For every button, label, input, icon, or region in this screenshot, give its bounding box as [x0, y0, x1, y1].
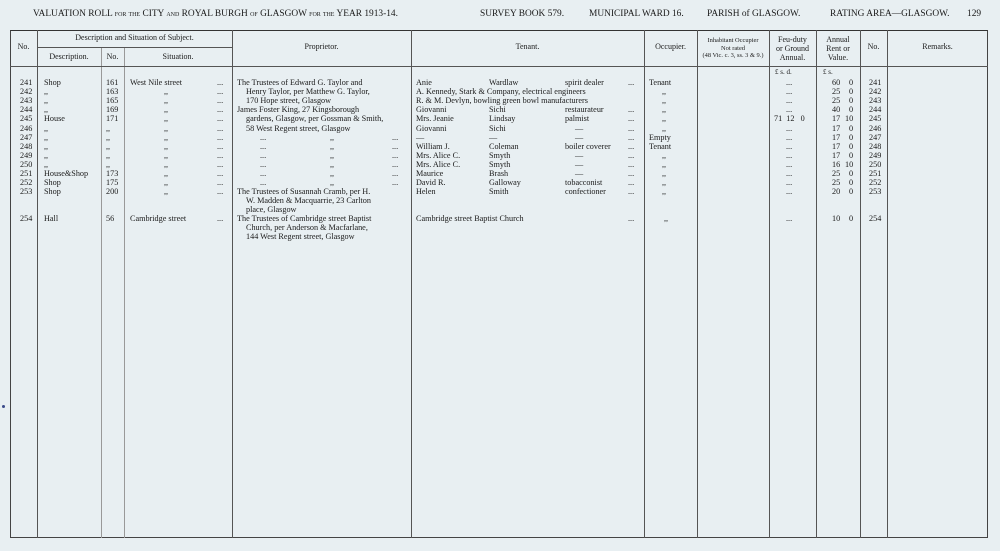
row-tenant-last: Wardlaw [489, 78, 519, 87]
col-header-no: No. [17, 42, 30, 51]
row-street-number: ,, [106, 142, 111, 151]
row-rent-shillings: 0 [849, 169, 854, 178]
margin-mark [2, 405, 5, 408]
row-proprietor-ditto: ... [392, 151, 399, 160]
row-proprietor-ditto: ... [392, 142, 399, 151]
row-number-right: 254 [869, 214, 882, 223]
col-header-description: Description. [49, 52, 89, 61]
row-street-number: ,, [106, 133, 111, 142]
row-rent-pounds: 17 [832, 142, 841, 151]
row-proprietor: gardens, Glasgow, per Gossman & Smith, [246, 114, 384, 123]
col-header-num: No. [106, 52, 119, 61]
row-tenant-dots: ... [628, 124, 635, 133]
row-description: ,, [44, 87, 49, 96]
col-divider [644, 30, 645, 538]
row-rent-shillings: 0 [849, 187, 854, 196]
col-header-no2: No. [867, 42, 880, 51]
row-number-right: 241 [869, 78, 882, 87]
row-description: Shop [44, 78, 61, 87]
row-street-number: 173 [106, 169, 119, 178]
row-situation: ,, [164, 96, 169, 105]
col-divider [816, 30, 817, 538]
page-header [0, 9, 1000, 23]
row-situation-dots: ... [217, 214, 224, 223]
row-tenant-occupation: palmist [565, 114, 590, 123]
row-street-number: 175 [106, 178, 119, 187]
row-tenant-dots: ... [628, 160, 635, 169]
row-occupier: ,, [662, 151, 667, 160]
row-feu: ... [786, 96, 793, 105]
row-street-number: ,, [106, 160, 111, 169]
row-proprietor-ditto: ,, [330, 178, 335, 187]
row-street-number: 163 [106, 87, 119, 96]
row-situation-dots: ... [217, 105, 224, 114]
row-tenant-first: Helen [416, 187, 436, 196]
row-tenant-last: Coleman [489, 142, 519, 151]
row-tenant-last: — [489, 133, 498, 142]
row-rent-shillings: 0 [849, 124, 854, 133]
row-number-right: 243 [869, 96, 882, 105]
row-rent-shillings: 0 [849, 142, 854, 151]
row-tenant-dots: ... [628, 78, 635, 87]
parish: PARISH of GLASGOW. [707, 9, 801, 19]
col-divider [232, 30, 233, 538]
row-number: 246 [20, 124, 33, 133]
row-tenant-last: Smyth [489, 160, 511, 169]
row-number-right: 251 [869, 169, 882, 178]
row-situation: ,, [164, 124, 169, 133]
row-feu: 71 12 0 [774, 114, 805, 123]
row-tenant-first: Giovanni [416, 124, 447, 133]
row-situation: ,, [164, 187, 169, 196]
row-rent-shillings: 0 [849, 151, 854, 160]
municipal-ward: MUNICIPAL WARD 16. [589, 9, 684, 19]
row-tenant-occupation: tobacconist [565, 178, 603, 187]
col-divider [860, 30, 861, 538]
col-header-remarks: Remarks. [922, 42, 953, 51]
row-tenant-first: Giovanni [416, 105, 447, 114]
col-header-occupier: Occupier. [655, 42, 686, 51]
row-tenant-occupation: boiler coverer [565, 142, 611, 151]
row-number: 245 [20, 114, 33, 123]
row-number-right: 246 [869, 124, 882, 133]
row-rent-shillings: 10 [845, 114, 854, 123]
row-occupier: ,, [662, 178, 667, 187]
row-tenant-last: Smyth [489, 151, 511, 160]
row-tenant-occupation: restaurateur [565, 105, 604, 114]
row-rent-shillings: 0 [849, 87, 854, 96]
col-divider [101, 47, 102, 538]
row-proprietor: 58 West Regent street, Glasgow [246, 124, 351, 133]
row-proprietor-ditto: ,, [330, 169, 335, 178]
row-tenant: A. Kennedy, Stark & Company, electrical engineers [416, 87, 586, 96]
row-proprietor-ditto: ... [260, 142, 267, 151]
col-divider [124, 47, 125, 538]
row-number-right: 248 [869, 142, 882, 151]
row-description: ,, [44, 133, 49, 142]
row-tenant-first: Anie [416, 78, 432, 87]
row-description: ,, [44, 96, 49, 105]
row-situation-dots: ... [217, 78, 224, 87]
row-number: 243 [20, 96, 33, 105]
row-number: 249 [20, 151, 33, 160]
row-number-right: 247 [869, 133, 882, 142]
row-occupier: ,, [662, 87, 667, 96]
row-tenant-dots: ... [628, 105, 635, 114]
row-number: 251 [20, 169, 33, 178]
row-feu: ... [786, 87, 793, 96]
row-proprietor-ditto: ... [392, 160, 399, 169]
row-number: 248 [20, 142, 33, 151]
row-rent-shillings: 0 [849, 214, 854, 223]
row-rent-pounds: 17 [832, 151, 841, 160]
row-rent-shillings: 0 [849, 178, 854, 187]
col-header-desc-group: Description and Situation of Subject. [75, 33, 194, 42]
row-rent-pounds: 10 [832, 214, 841, 223]
row-rent-pounds: 16 [832, 160, 841, 169]
row-feu: ... [786, 105, 793, 114]
col-header-tenant: Tenant. [515, 42, 540, 51]
row-description: ,, [44, 124, 49, 133]
row-street-number: 165 [106, 96, 119, 105]
row-number: 250 [20, 160, 33, 169]
row-situation: ,, [164, 133, 169, 142]
row-description: ,, [44, 105, 49, 114]
row-tenant-first: — [416, 133, 425, 142]
row-number-right: 244 [869, 105, 882, 114]
row-rent-pounds: 20 [832, 187, 841, 196]
row-number: 252 [20, 178, 33, 187]
row-situation-dots: ... [217, 133, 224, 142]
row-tenant-dots: ... [628, 178, 635, 187]
row-tenant-dots: ... [628, 151, 635, 160]
row-tenant-occupation: — [575, 133, 584, 142]
row-proprietor-ditto: ,, [330, 151, 335, 160]
row-street-number: 56 [106, 214, 115, 223]
row-rent-shillings: 0 [849, 105, 854, 114]
row-tenant-occupation: — [575, 169, 584, 178]
row-rent-shillings: 0 [849, 78, 854, 87]
row-proprietor-ditto: ... [260, 151, 267, 160]
row-proprietor: Henry Taylor, per Matthew G. Taylor, [246, 87, 370, 96]
row-occupier: ,, [662, 105, 667, 114]
row-rent-shillings: 0 [849, 133, 854, 142]
row-number-right: 249 [869, 151, 882, 160]
row-situation: ,, [164, 169, 169, 178]
row-number: 241 [20, 78, 33, 87]
row-tenant-first: Mrs. Jeanie [416, 114, 454, 123]
row-tenant-dots: ... [628, 114, 635, 123]
row-proprietor: 144 West Regent street, Glasgow [246, 232, 355, 241]
row-tenant-first: Mrs. Alice C. [416, 151, 461, 160]
row-proprietor-ditto: ,, [330, 133, 335, 142]
row-situation: ,, [164, 151, 169, 160]
row-tenant-first: David R. [416, 178, 446, 187]
row-occupier: Tenant [649, 78, 672, 87]
row-proprietor: 170 Hope street, Glasgow [246, 96, 332, 105]
row-occupier: Tenant [649, 142, 672, 151]
proprietor-continued: W. Madden & Macquarrie, 23 Carlton [246, 196, 371, 205]
row-occupier: ,, [662, 160, 667, 169]
row-tenant-last: Sichi [489, 124, 506, 133]
col-header-inhabitant: Inhabitant Occupier Not rated (48 Vic. c. 3, ss. 3 & 9.) [702, 37, 764, 59]
row-description: ,, [44, 142, 49, 151]
row-situation-dots: ... [217, 124, 224, 133]
row-rent-pounds: 17 [832, 124, 841, 133]
row-feu: ... [786, 187, 793, 196]
row-tenant-dots: ... [628, 133, 635, 142]
row-tenant-occupation: — [575, 151, 584, 160]
row-proprietor-ditto: ... [392, 133, 399, 142]
row-feu: ... [786, 178, 793, 187]
row-situation: ,, [164, 142, 169, 151]
page-number: 129 [967, 9, 982, 19]
row-tenant-occupation: — [575, 124, 584, 133]
row-situation-dots: ... [217, 151, 224, 160]
row-occupier: ,, [662, 169, 667, 178]
col-divider [887, 30, 888, 538]
row-feu: ... [786, 169, 793, 178]
row-tenant-last: Brash [489, 169, 509, 178]
row-feu: ... [786, 133, 793, 142]
row-tenant: R. & M. Devlyn, bowling green bowl manufacturers [416, 96, 588, 105]
col-header-feu-duty: Feu-duty or Ground Annual. [775, 35, 810, 62]
row-tenant-dots: ... [628, 169, 635, 178]
row-proprietor-ditto: ... [260, 160, 267, 169]
row-street-number: 161 [106, 78, 119, 87]
row-number-right: 253 [869, 187, 882, 196]
row-tenant-dots: ... [628, 142, 635, 151]
row-proprietor: The Trustees of Susannah Cramb, per H. [237, 187, 371, 196]
row-occupier: Empty [649, 133, 671, 142]
row-number-right: 252 [869, 178, 882, 187]
row-number-right: 242 [869, 87, 882, 96]
row-tenant-last: Smith [489, 187, 509, 196]
row-description: ,, [44, 160, 49, 169]
row-number: 242 [20, 87, 33, 96]
row-tenant-dots: ... [628, 214, 635, 223]
row-rent-shillings: 10 [845, 160, 854, 169]
row-tenant-first: Mrs. Alice C. [416, 160, 461, 169]
header-bottom-rule [10, 66, 988, 67]
proprietor-continued: place, Glasgow [246, 205, 297, 214]
rent-units: £ s. [823, 68, 833, 76]
row-tenant-dots: ... [628, 187, 635, 196]
row-rent-pounds: 25 [832, 96, 841, 105]
row-situation: ,, [164, 105, 169, 114]
row-proprietor-ditto: ,, [330, 142, 335, 151]
row-rent-pounds: 17 [832, 133, 841, 142]
row-rent-pounds: 17 [832, 114, 841, 123]
row-proprietor: The Trustees of Edward G. Taylor and [237, 78, 363, 87]
row-situation: West Nile street [130, 78, 183, 87]
row-street-number: ,, [106, 124, 111, 133]
row-rent-pounds: 25 [832, 169, 841, 178]
row-number: 253 [20, 187, 33, 196]
row-street-number: 200 [106, 187, 119, 196]
row-tenant-occupation: — [575, 160, 584, 169]
row-feu: ... [786, 214, 793, 223]
row-description: Shop [44, 187, 61, 196]
row-rent-pounds: 60 [832, 78, 841, 87]
row-tenant: Cambridge street Baptist Church [416, 214, 524, 223]
row-situation: ,, [164, 114, 169, 123]
row-street-number: 169 [106, 105, 119, 114]
row-tenant-last: Galloway [489, 178, 521, 187]
row-occupier: ,, [662, 187, 667, 196]
feu-units: £ s. d. [775, 68, 792, 76]
row-description: House [44, 114, 65, 123]
row-occupier: ,, [664, 214, 669, 223]
row-number: 244 [20, 105, 33, 114]
row-feu: ... [786, 124, 793, 133]
row-tenant-occupation: confectioner [565, 187, 606, 196]
row-situation-dots: ... [217, 169, 224, 178]
row-feu: ... [786, 78, 793, 87]
col-divider [411, 30, 412, 538]
row-number: 254 [20, 214, 33, 223]
row-occupier: ,, [662, 114, 667, 123]
row-description: House&Shop [44, 169, 89, 178]
col-divider [697, 30, 698, 538]
col-header-situation: Situation. [162, 52, 194, 61]
row-description: Shop [44, 178, 61, 187]
rating-area: RATING AREA—GLASGOW. [830, 9, 950, 19]
row-situation-dots: ... [217, 187, 224, 196]
row-situation-dots: ... [217, 96, 224, 105]
row-proprietor-ditto: ,, [330, 160, 335, 169]
col-divider [769, 30, 770, 538]
row-occupier: ,, [662, 96, 667, 105]
col-divider [37, 30, 38, 538]
col-header-annual-rent: Annual Rent or Value. [826, 35, 850, 62]
row-tenant-first: William J. [416, 142, 450, 151]
row-rent-pounds: 40 [832, 105, 841, 114]
row-proprietor: James Foster King, 27 Kingsborough [237, 105, 360, 114]
row-occupier: ,, [662, 124, 667, 133]
row-rent-pounds: 25 [832, 87, 841, 96]
row-street-number: ,, [106, 151, 111, 160]
row-description: Hall [44, 214, 59, 223]
row-situation-dots: ... [217, 87, 224, 96]
row-rent-pounds: 25 [832, 178, 841, 187]
row-rent-shillings: 0 [849, 96, 854, 105]
row-situation-dots: ... [217, 114, 224, 123]
row-description: ,, [44, 151, 49, 160]
row-situation: ,, [164, 87, 169, 96]
row-proprietor-ditto: ... [392, 178, 399, 187]
row-proprietor-ditto: ... [260, 178, 267, 187]
row-tenant-first: Maurice [416, 169, 444, 178]
survey-book: SURVEY BOOK 579. [480, 9, 565, 19]
header-subdivider [37, 47, 232, 48]
row-proprietor-ditto: ... [260, 133, 267, 142]
row-situation: ,, [164, 160, 169, 169]
row-street-number: 171 [106, 114, 119, 123]
row-number: 247 [20, 133, 33, 142]
row-feu: ... [786, 151, 793, 160]
row-situation-dots: ... [217, 178, 224, 187]
row-situation: Cambridge street [130, 214, 187, 223]
row-situation: ,, [164, 178, 169, 187]
row-proprietor-ditto: ... [260, 169, 267, 178]
row-tenant-last: Sichi [489, 105, 506, 114]
row-feu: ... [786, 142, 793, 151]
row-tenant-last: Lindsay [489, 114, 516, 123]
header-title: VALUATION ROLL for the CITY and ROYAL BURGH of GLASGOW for the YEAR 1913-14. [33, 9, 398, 19]
row-situation-dots: ... [217, 160, 224, 169]
row-number-right: 250 [869, 160, 882, 169]
row-number-right: 245 [869, 114, 882, 123]
row-proprietor: Church, per Anderson & Macfarlane, [246, 223, 368, 232]
row-tenant-occupation: spirit dealer [565, 78, 604, 87]
row-feu: ... [786, 160, 793, 169]
row-situation-dots: ... [217, 142, 224, 151]
row-proprietor: The Trustees of Cambridge street Baptist [237, 214, 372, 223]
col-header-proprietor: Proprietor. [304, 42, 339, 51]
row-proprietor-ditto: ... [392, 169, 399, 178]
